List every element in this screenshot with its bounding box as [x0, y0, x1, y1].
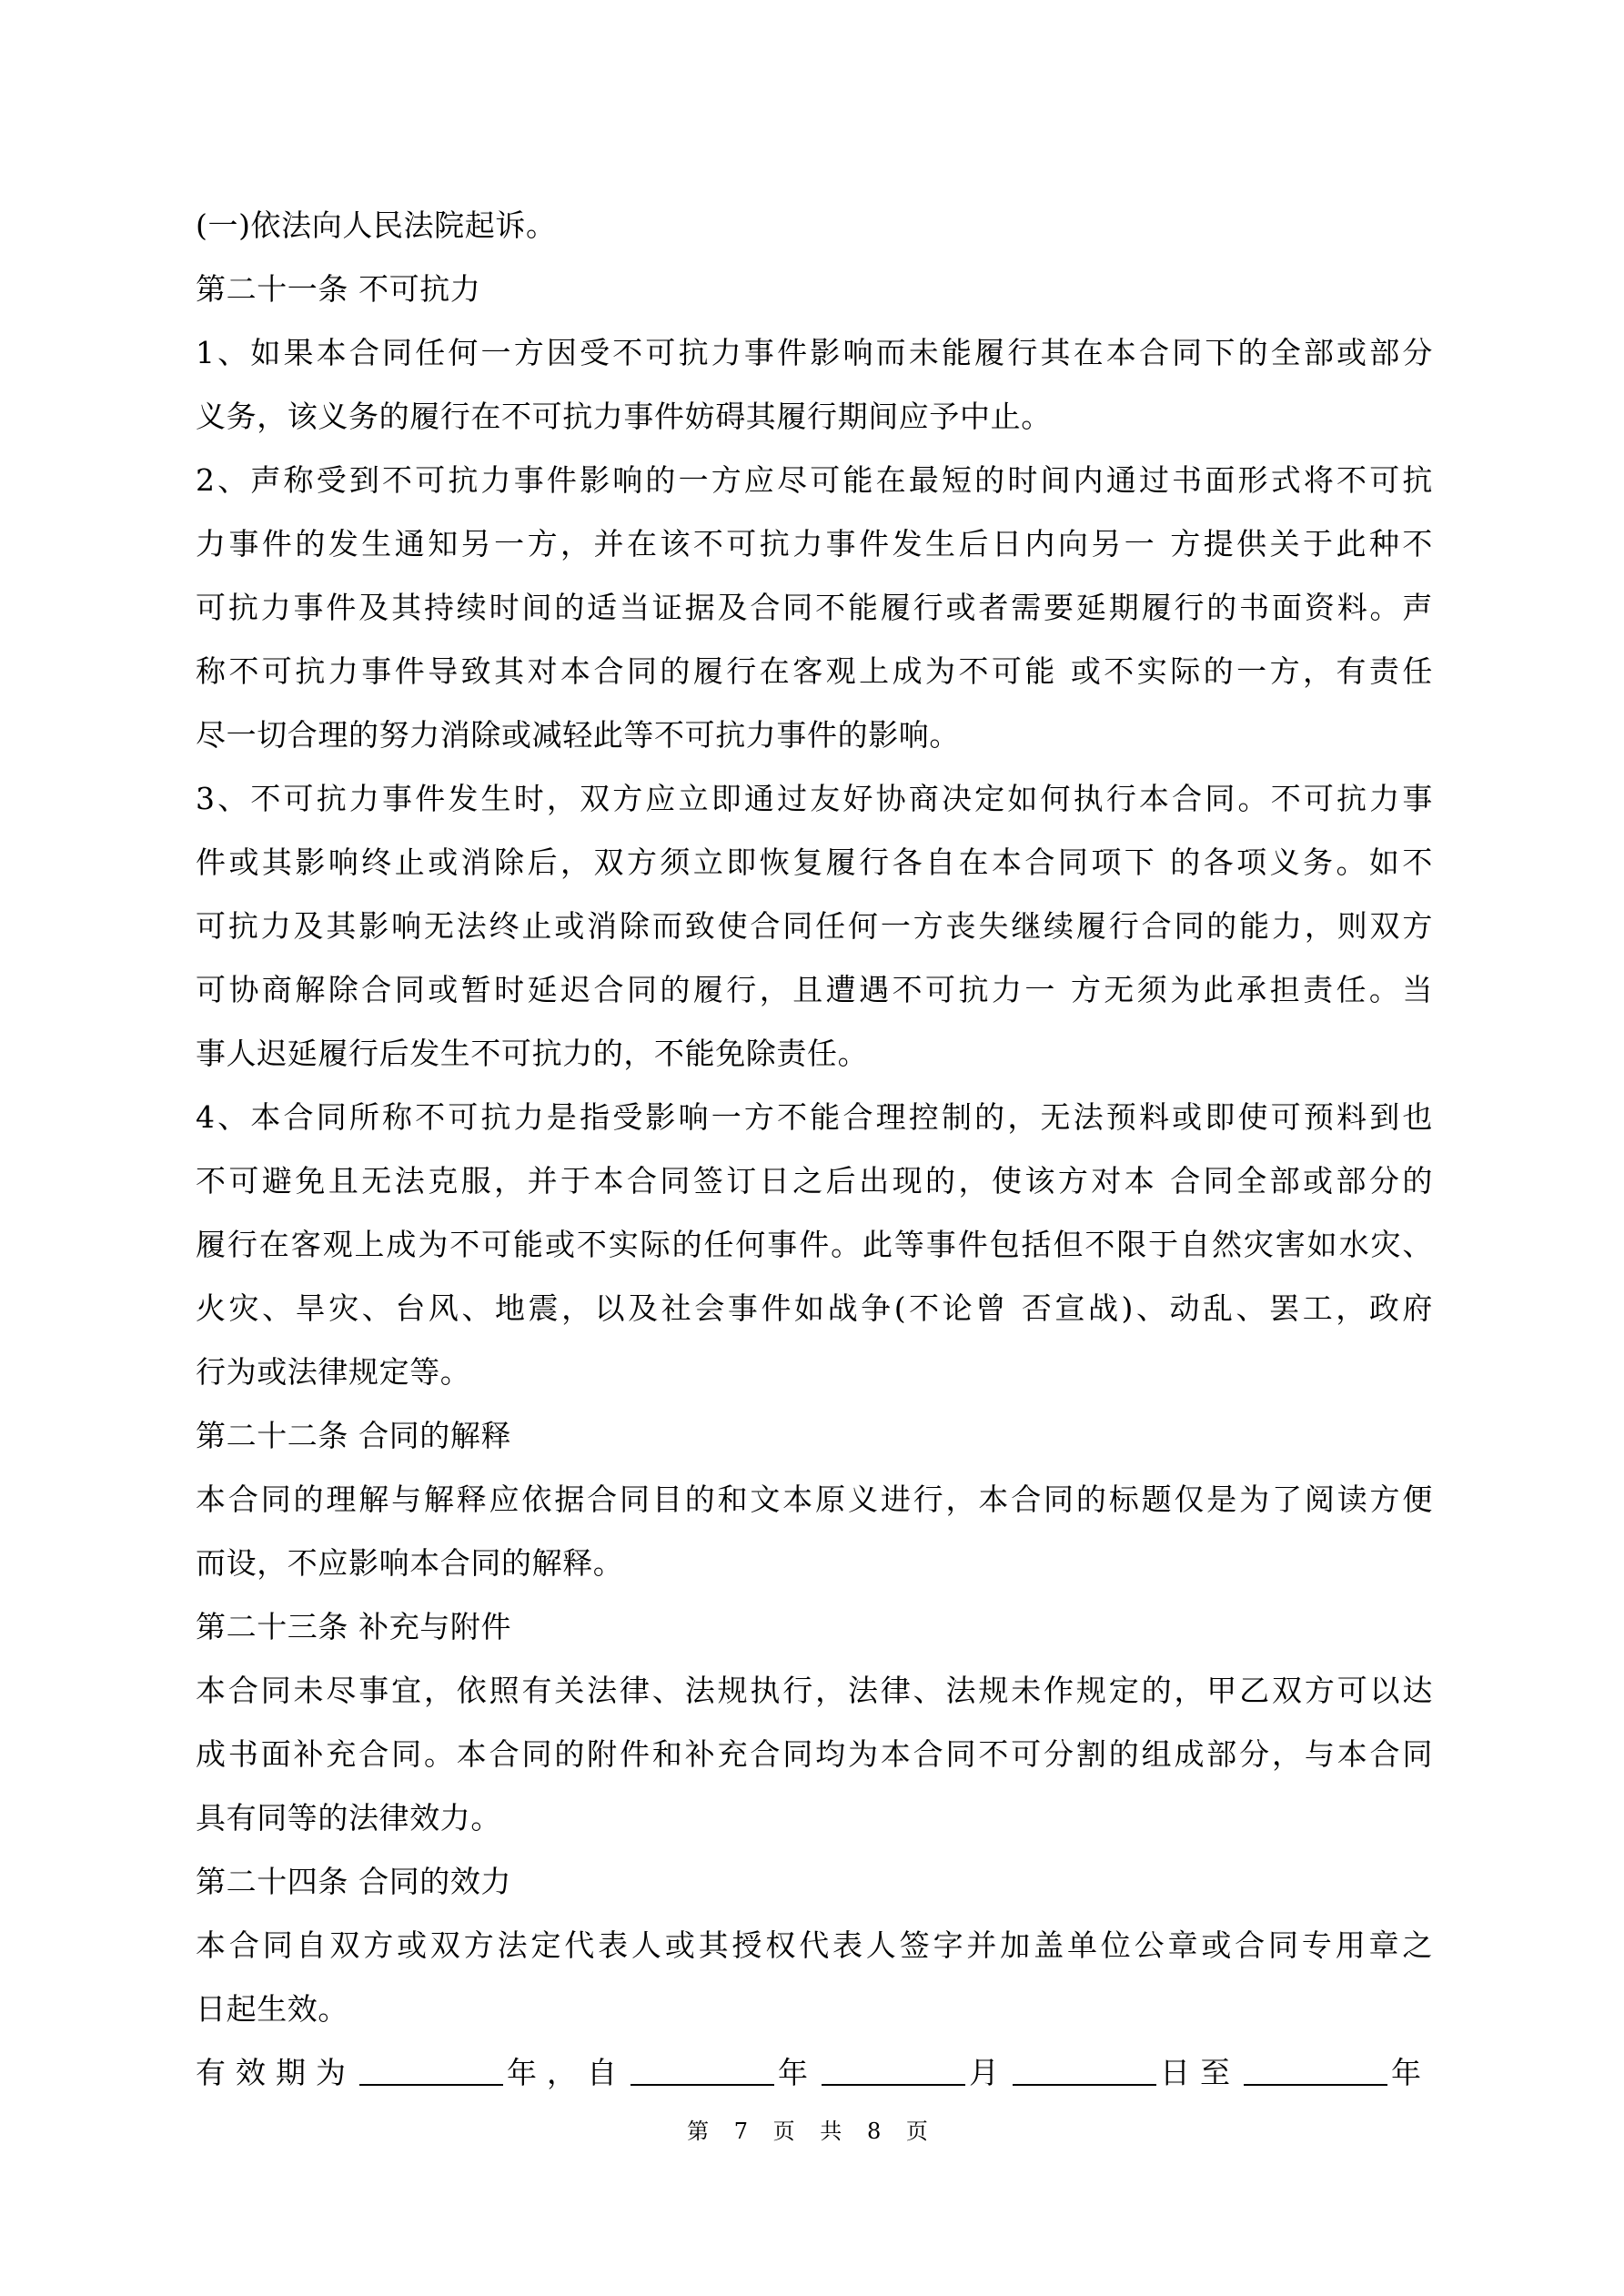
text-line: 履行在客观上成为不可能或不实际的任何事件。此等事件包括但不限于自然灾害如水灾、	[196, 1227, 1433, 1262]
text-line: 本合同的理解与解释应依据合同目的和文本原义进行，本合同的标题仅是为了阅读方便	[196, 1482, 1433, 1517]
contract-body	[196, 194, 1433, 2105]
text-line: 2、声称受到不可抗力事件影响的一方应尽可能在最短的时间内通过书面形式将不可抗	[196, 462, 1433, 498]
text-line: 本合同未尽事宜，依照有关法律、法规执行，法律、法规未作规定的，甲乙双方可以达	[196, 1673, 1433, 1708]
paragraph-last-line: 具有同等的法律效力。	[196, 1800, 501, 1836]
validity-years-blank[interactable]	[359, 2057, 503, 2086]
text-line: 1、如果本合同任何一方因受不可抗力事件影响而未能履行其在本合同下的全部或部分	[196, 335, 1433, 370]
paragraph-last-line: 而设，不应影响本合同的解释。	[196, 1545, 624, 1581]
validity-years-unit: 年，自	[507, 2055, 627, 2090]
text-line: 4、本合同所称不可抗力是指受影响一方不能合理控制的，无法预料或即使可预料到也	[196, 1099, 1433, 1135]
text-line: 不可避免且无法克服，并于本合同签订日之后出现的，使该方对本 合同全部或部分的	[196, 1163, 1433, 1199]
start-day-blank[interactable]	[1013, 2057, 1156, 2086]
paragraph-last-line: (一)依法向人民法院起诉。	[196, 207, 557, 243]
paragraph-last-line: 行为或法律规定等。	[196, 1354, 471, 1390]
start-year-blank[interactable]	[630, 2057, 774, 2086]
page-number-label: 第 7 页 共 8 页	[687, 2119, 937, 2144]
contract-text-lines	[196, 194, 1433, 2041]
text-line: 力事件的发生通知另一方，并在该不可抗力事件发生后日内向另一 方提供关于此种不	[196, 526, 1433, 561]
text-line: 可抗力及其影响无法终止或消除而致使合同任何一方丧失继续履行合同的能力，则双方	[196, 908, 1433, 944]
validity-period-line	[196, 2041, 1433, 2105]
end-year-blank[interactable]	[1244, 2057, 1387, 2086]
article-heading: 第二十三条 补充与附件	[196, 1609, 512, 1644]
end-year-label: 年	[1391, 2055, 1431, 2090]
text-line: 可抗力事件及其持续时间的适当证据及合同不能履行或者需要延期履行的书面资料。声	[196, 590, 1433, 625]
paragraph-last-line: 事人迟延履行后发生不可抗力的，不能免除责任。	[196, 1036, 869, 1071]
text-line: 件或其影响终止或消除后，双方须立即恢复履行各自在本合同项下 的各项义务。如不	[196, 845, 1433, 880]
paragraph-last-line: 义务，该义务的履行在不可抗力事件妨碍其履行期间应予中止。	[196, 399, 1052, 434]
text-line: 成书面补充合同。本合同的附件和补充合同均为本合同不可分割的组成部分，与本合同	[196, 1736, 1433, 1772]
paragraph-last-line: 日起生效。	[196, 1991, 348, 2027]
start-month-blank[interactable]	[822, 2057, 965, 2086]
text-line: 可协商解除合同或暂时延迟合同的履行，且遭遇不可抗力一 方无须为此承担责任。当	[196, 972, 1433, 1007]
article-heading: 第二十二条 合同的解释	[196, 1418, 512, 1453]
paragraph-last-line: 尽一切合理的努力消除或减轻此等不可抗力事件的影响。	[196, 717, 960, 753]
article-heading: 第二十四条 合同的效力	[196, 1864, 512, 1899]
text-line: 火灾、旱灾、台风、地震，以及社会事件如战争(不论曾 否宣战)、动乱、罢工，政府	[196, 1290, 1433, 1326]
text-line: 3、不可抗力事件发生时，双方应立即通过友好协商决定如何执行本合同。不可抗力事	[196, 781, 1433, 816]
text-line: 本合同自双方或双方法定代表人或其授权代表人签字并加盖单位公章或合同专用章之	[196, 1927, 1433, 1963]
start-year-label: 年	[778, 2055, 818, 2090]
text-line: 称不可抗力事件导致其对本合同的履行在客观上成为不可能 或不实际的一方，有责任	[196, 653, 1433, 689]
validity-prefix: 有效期为	[196, 2055, 356, 2090]
article-heading: 第二十一条 不可抗力	[196, 271, 481, 307]
page-footer	[0, 2113, 1624, 2149]
start-month-label: 月	[969, 2055, 1009, 2090]
start-day-to-label: 日至	[1160, 2055, 1240, 2090]
